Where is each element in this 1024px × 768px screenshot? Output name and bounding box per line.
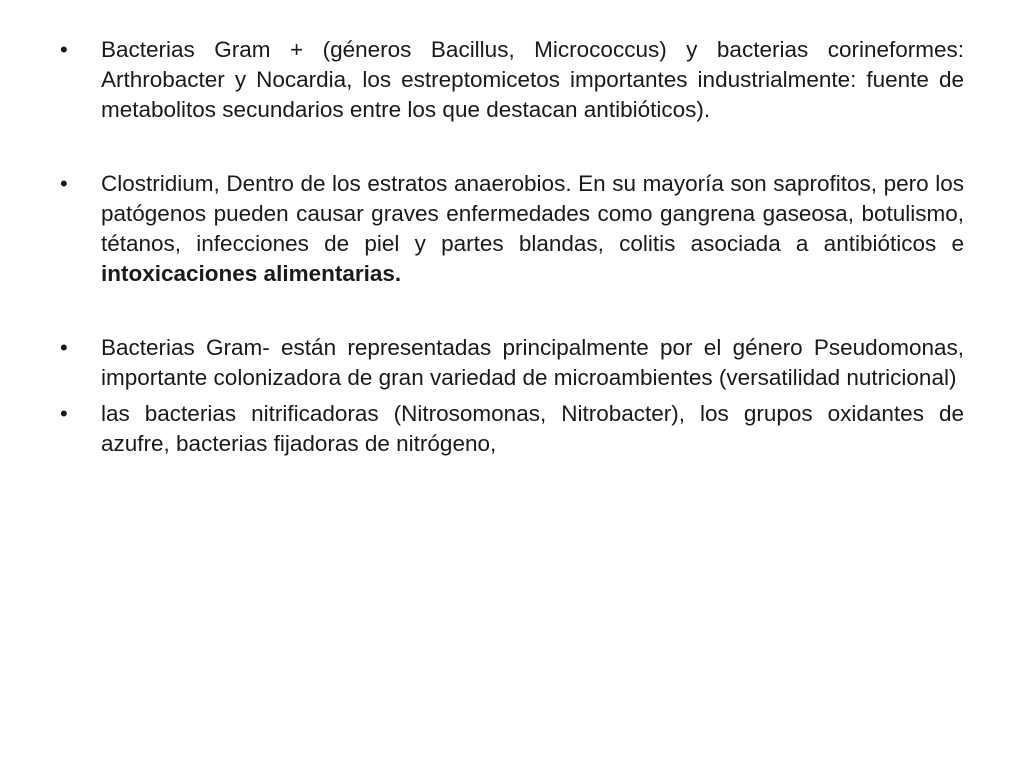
bullet-item-nitrifying (60, 399, 964, 459)
bullet-list (60, 35, 964, 459)
bullet-text: las bacterias nitrificadoras (Nitrosomonas, Nitrobacter), los grupos oxidantes de azufre, bacterias fijadoras de nitrógeno, (101, 401, 964, 456)
bullet-text-regular: Clostridium, Dentro de los estratos anaerobios. En su mayoría son saprofitos, pero los patógenos pueden causar graves enfermedades como gangrena gaseosa, botulismo, tétanos, infecciones de piel y partes blandas, colitis asociada a antibióticos e (101, 171, 964, 256)
bullet-text: Bacterias Gram + (géneros Bacillus, Micrococcus) y bacterias corineformes: Arthrobacter y Nocardia, los estreptomicetos importantes industrialmente: fuente de metabolitos secundarios entre los que destacan antibióticos). (101, 37, 964, 122)
bullet-item-gram-negative (60, 333, 964, 393)
bullet-text-bold: intoxicaciones alimentarias. (101, 261, 402, 286)
bullet-icon: • (60, 171, 68, 196)
bullet-icon: • (60, 335, 68, 360)
bullet-icon: • (60, 401, 68, 426)
bullet-text (101, 169, 964, 289)
bullet-item-gram-positive (60, 35, 964, 125)
bullet-icon: • (60, 37, 68, 62)
bullet-item-clostridium (60, 169, 964, 289)
bullet-text: Bacterias Gram- están representadas principalmente por el género Pseudomonas, importante colonizadora de gran variedad de microambientes (versatilidad nutricional) (101, 335, 964, 390)
